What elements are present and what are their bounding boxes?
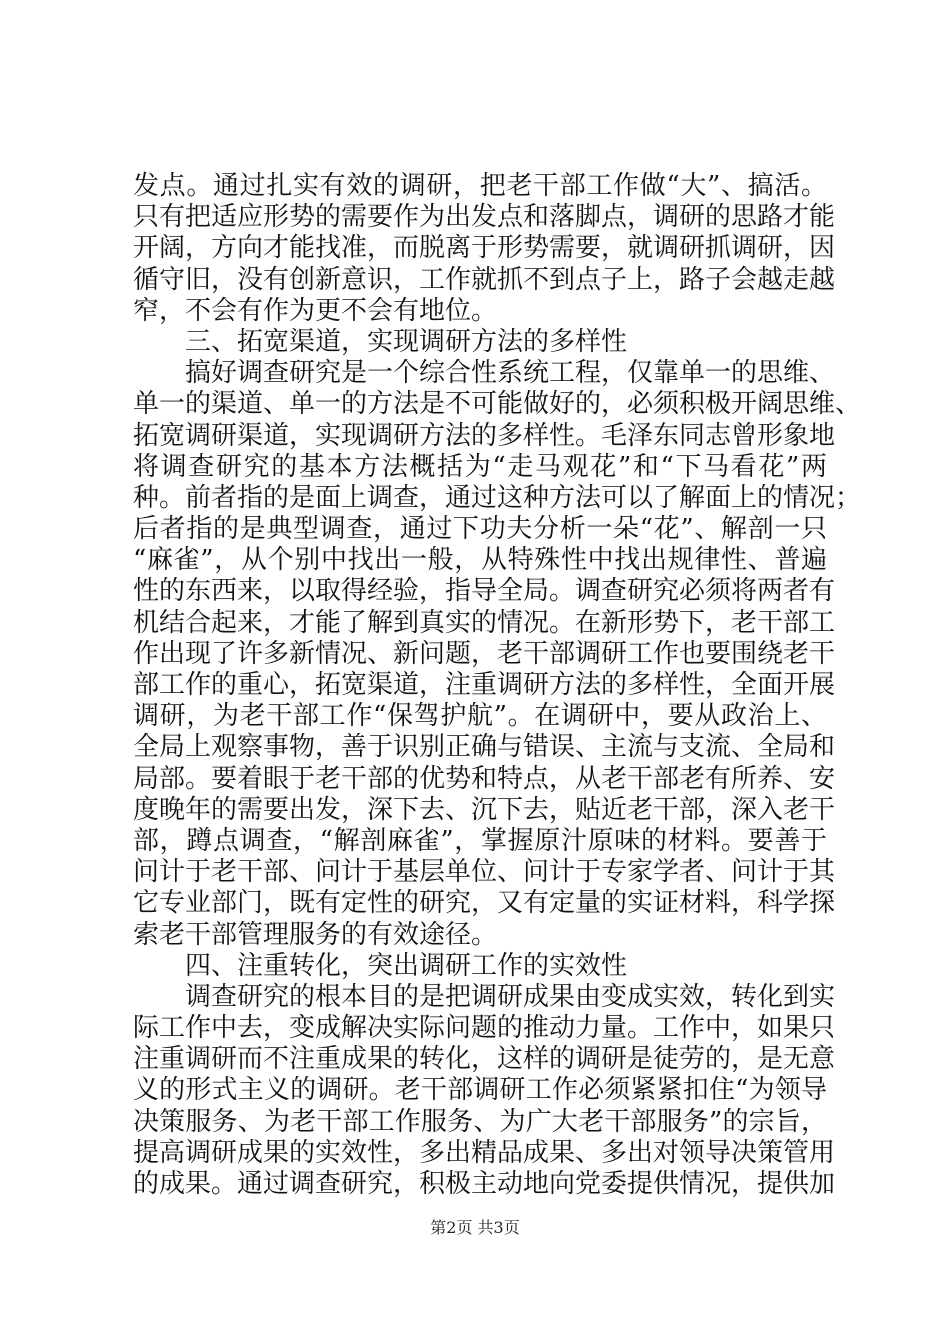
document-body (133, 171, 862, 1200)
text-line: 部工作的重心，拓宽渠道，注重调研方法的多样性，全面开展 (133, 670, 836, 700)
text-line: 发点。通过扎实有效的调研，把老干部工作做“大”、搞活。 (133, 171, 827, 201)
text-line: 度晚年的需要出发，深下去、沉下去，贴近老干部，深入老干 (133, 794, 836, 825)
text-line: 只有把适应形势的需要作为出发点和落脚点，调研的思路才能 (133, 202, 836, 233)
text-line: “麻雀”，从个别中找出一般，从特殊性中找出规律性、普遍 (133, 545, 827, 576)
text-line: 后者指的是典型调查，通过下功夫分析一朵“花”、解剖一只 (133, 514, 827, 545)
text-line: 调研，为老干部工作“保驾护航”。在调研中，要从政治上、 (133, 701, 827, 732)
text-line: 索老干部管理服务的有效途径。 (133, 919, 498, 950)
page-number: 第2页 共3页 (430, 1218, 520, 1237)
page-footer (0, 1218, 950, 1238)
text-line: 拓宽调研渠道，实现调研方法的多样性。毛泽东同志曾形象地 (133, 420, 836, 451)
text-line: 开阔，方向才能找准，而脱离于形势需要，就调研抓调研，因 (133, 233, 836, 264)
text-line: 单一的渠道、单一的方法是不可能做好的，必须积极开阔思维、 (133, 389, 862, 420)
text-line: 局部。要着眼于老干部的优势和特点，从老干部老有所养、安 (133, 763, 836, 794)
text-line: 部，蹲点调查，“解剖麻雀”，掌握原汁原味的材料。要善于 (133, 825, 827, 856)
text-line: 循守旧，没有创新意识，工作就抓不到点子上，路子会越走越 (133, 264, 836, 295)
text-line: 搞好调查研究是一个综合性系统工程，仅靠单一的思维、 (185, 358, 836, 389)
text-line: 作出现了许多新情况、新问题，老干部调研工作也要围绕老干 (133, 638, 836, 669)
section-heading: 四、注重转化，突出调研工作的实效性 (185, 950, 628, 981)
section-heading: 三、拓宽渠道，实现调研方法的多样性 (185, 326, 628, 357)
text-line: 注重调研而不注重成果的转化，这样的调研是徒劳的，是无意 (133, 1044, 836, 1075)
text-line: 全局上观察事物，善于识别正确与错误、主流与支流、全局和 (133, 732, 836, 763)
text-line: 提高调研成果的实效性，多出精品成果、多出对领导决策管用 (133, 1137, 836, 1168)
text-line: 性的东西来，以取得经验，指导全局。调查研究必须将两者有 (133, 576, 836, 607)
text-line: 它专业部门，既有定性的研究，又有定量的实证材料，科学探 (133, 888, 836, 919)
text-line: 的成果。通过调查研究，积极主动地向党委提供情况，提供加 (133, 1169, 836, 1199)
text-line: 将调查研究的基本方法概括为“走马观花”和“下马看花”两 (133, 451, 827, 482)
text-line: 际工作中去，变成解决实际问题的推动力量。工作中，如果只 (133, 1013, 836, 1044)
text-line: 决策服务、为老干部工作服务、为广大老干部服务”的宗旨， (133, 1106, 827, 1137)
text-line: 调查研究的根本目的是把调研成果由变成实效，转化到实 (185, 981, 836, 1012)
text-line: 义的形式主义的调研。老干部调研工作必须紧紧扣住“为领导 (133, 1075, 827, 1106)
text-line: 问计于老干部、问计于基层单位、问计于专家学者、问计于其 (133, 857, 836, 888)
text-line: 机结合起来，才能了解到真实的情况。在新形势下，老干部工 (133, 607, 836, 638)
text-line: 种。前者指的是面上调查，通过这种方法可以了解面上的情况； (133, 482, 862, 513)
text-line: 窄，不会有作为更不会有地位。 (133, 295, 498, 326)
